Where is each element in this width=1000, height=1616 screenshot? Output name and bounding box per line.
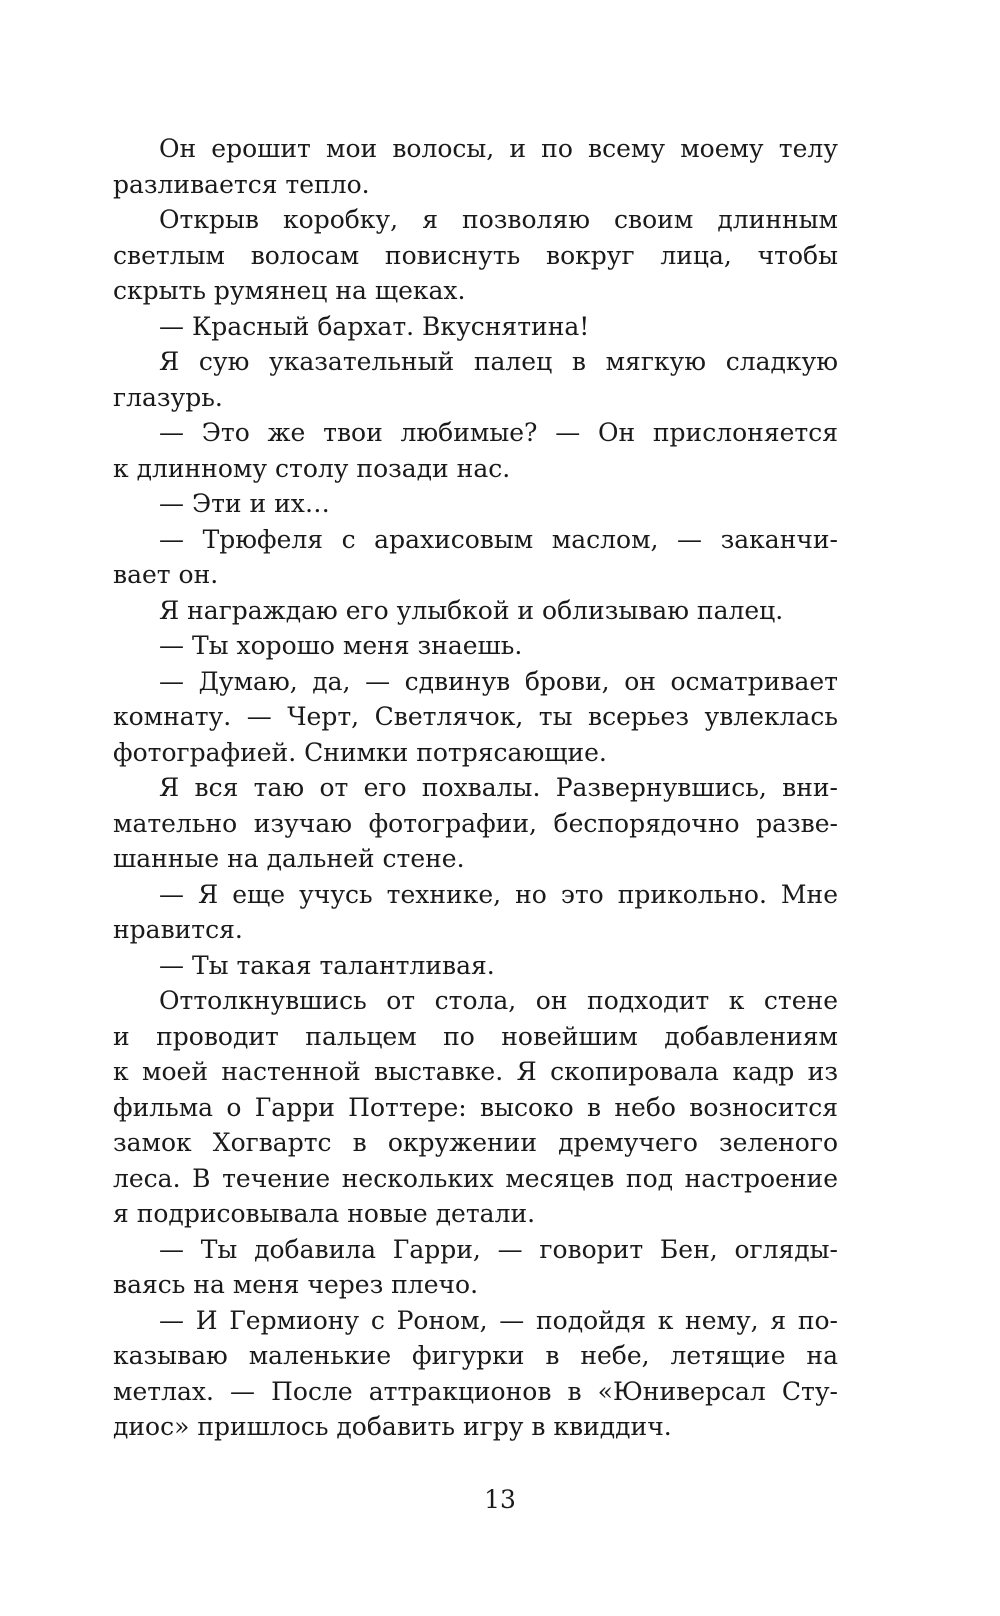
text-line: — Ты такая талантливая. (159, 950, 495, 980)
text-line: метлах. — После аттракционов в «Юниверсал Сту- (113, 1376, 838, 1406)
text-line: диос» пришлось добавить игру в квиддич. (113, 1412, 672, 1441)
text-line: разливается тепло. (113, 169, 370, 199)
text-line: Я вся таю от его похвалы. Развернувшись, вни- (159, 773, 838, 802)
text-line: — Ты хорошо меня знаешь. (159, 631, 523, 660)
text-line: я подрисовывала новые детали. (113, 1199, 536, 1228)
text-line: комнату. — Черт, Светлячок, ты всерьез увлеклась (113, 702, 838, 731)
text-line: замок Хогвартс в окружении дремучего зеленого (113, 1128, 838, 1157)
text-line: и проводит пальцем по новейшим добавлениям (113, 1021, 838, 1051)
text-line: нравится. (113, 915, 243, 944)
page-number: 13 (484, 1485, 516, 1514)
text-line: Оттолкнувшись от стола, он подходит к стене (159, 986, 838, 1015)
text-line: к моей настенной выставке. Я скопировала кадр из (113, 1057, 838, 1086)
text-line: Он ерошит мои волосы, и по всему моему телу (159, 134, 838, 163)
text-line: леса. В течение нескольких месяцев под настроение (113, 1163, 838, 1193)
text-line: мательно изучаю фотографии, беспорядочно разве- (113, 808, 838, 838)
text-line: светлым волосам повиснуть вокруг лица, чтобы (113, 240, 838, 270)
text-line: — Думаю, да, — сдвинув брови, он осматривает (159, 666, 838, 696)
text-line: — Эти и их… (159, 489, 330, 518)
text-line: фильма о Гарри Поттере: высоко в небо возносится (113, 1092, 838, 1122)
text-line: Открыв коробку, я позволяю своим длинным (159, 205, 838, 234)
text-line: — Я еще учусь технике, но это прикольно. Мне (159, 879, 838, 909)
text-line: Я сую указательный палец в мягкую сладкую (159, 347, 838, 376)
text-line: ваясь на меня через плечо. (113, 1270, 479, 1299)
text-line: глазурь. (113, 382, 223, 412)
text-line: Я награждаю его улыбкой и облизываю палец. (159, 595, 784, 625)
text-line: шанные на дальней стене. (113, 844, 465, 873)
text-line: скрыть румянец на щеках. (113, 276, 466, 305)
body-text (113, 131, 838, 1445)
text-line: — И Гермиону с Роном, — подойдя к нему, я по- (159, 1305, 838, 1335)
text-line: вает он. (113, 560, 219, 589)
text-line: к длинному столу позади нас. (113, 453, 511, 483)
text-line: — Ты добавила Гарри, — говорит Бен, огляды- (159, 1234, 838, 1264)
text-line: — Это же твои любимые? — Он прислоняется (159, 418, 838, 447)
text-line: казываю маленькие фигурки в небе, летящие на (113, 1341, 838, 1370)
text-line: — Красный бархат. Вкуснятина! (159, 311, 590, 341)
text-line: — Трюфеля с арахисовым маслом, — заканчи- (159, 524, 838, 554)
text-line: фотографией. Снимки потрясающие. (113, 737, 607, 767)
